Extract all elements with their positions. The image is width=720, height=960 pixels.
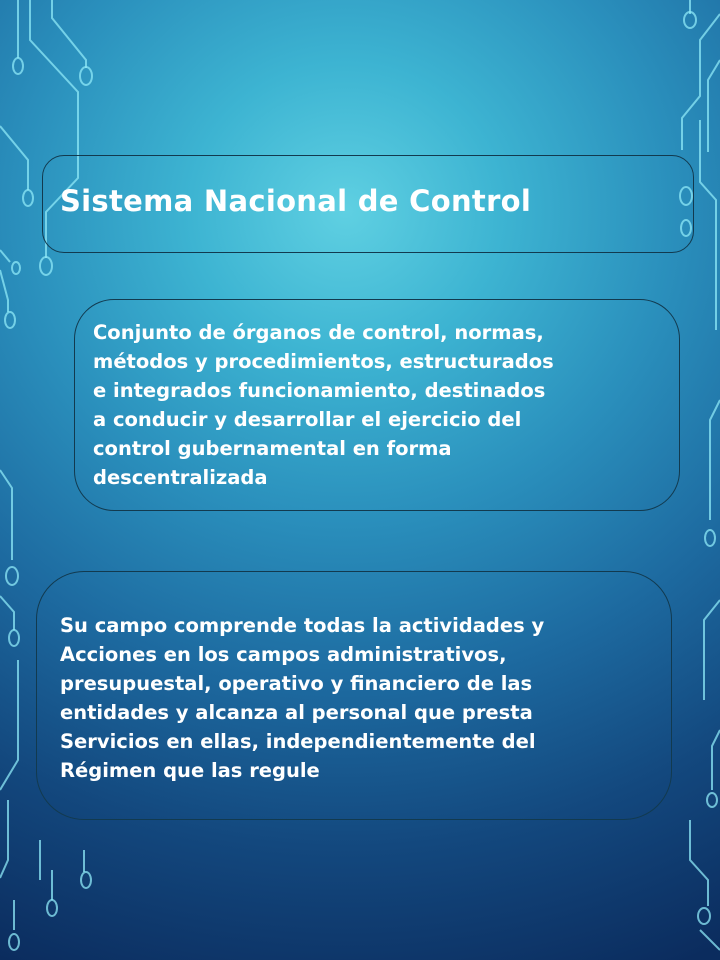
definition-text (93, 318, 673, 492)
scope-line: presupuestal, operativo y financiero de las (60, 672, 533, 695)
scope-text (60, 611, 660, 785)
scope-line: entidades y alcanza al personal que presta (60, 701, 533, 724)
definition-line: e integrados funcionamiento, destinados (93, 379, 546, 402)
definition-line: métodos y procedimientos, estructurados (93, 350, 554, 373)
definition-line: a conducir y desarrollar el ejercicio del (93, 408, 522, 431)
scope-line: Régimen que las regule (60, 759, 320, 782)
page-title: Sistema Nacional de Control (60, 184, 532, 218)
scope-line: Servicios en ellas, independientemente del (60, 730, 536, 753)
definition-line: Conjunto de órganos de control, normas, (93, 321, 544, 344)
scope-line: Acciones en los campos administrativos, (60, 643, 507, 666)
scope-line: Su campo comprende todas la actividades y (60, 614, 545, 637)
definition-line: control gubernamental en forma (93, 437, 452, 460)
definition-line: descentralizada (93, 466, 268, 489)
